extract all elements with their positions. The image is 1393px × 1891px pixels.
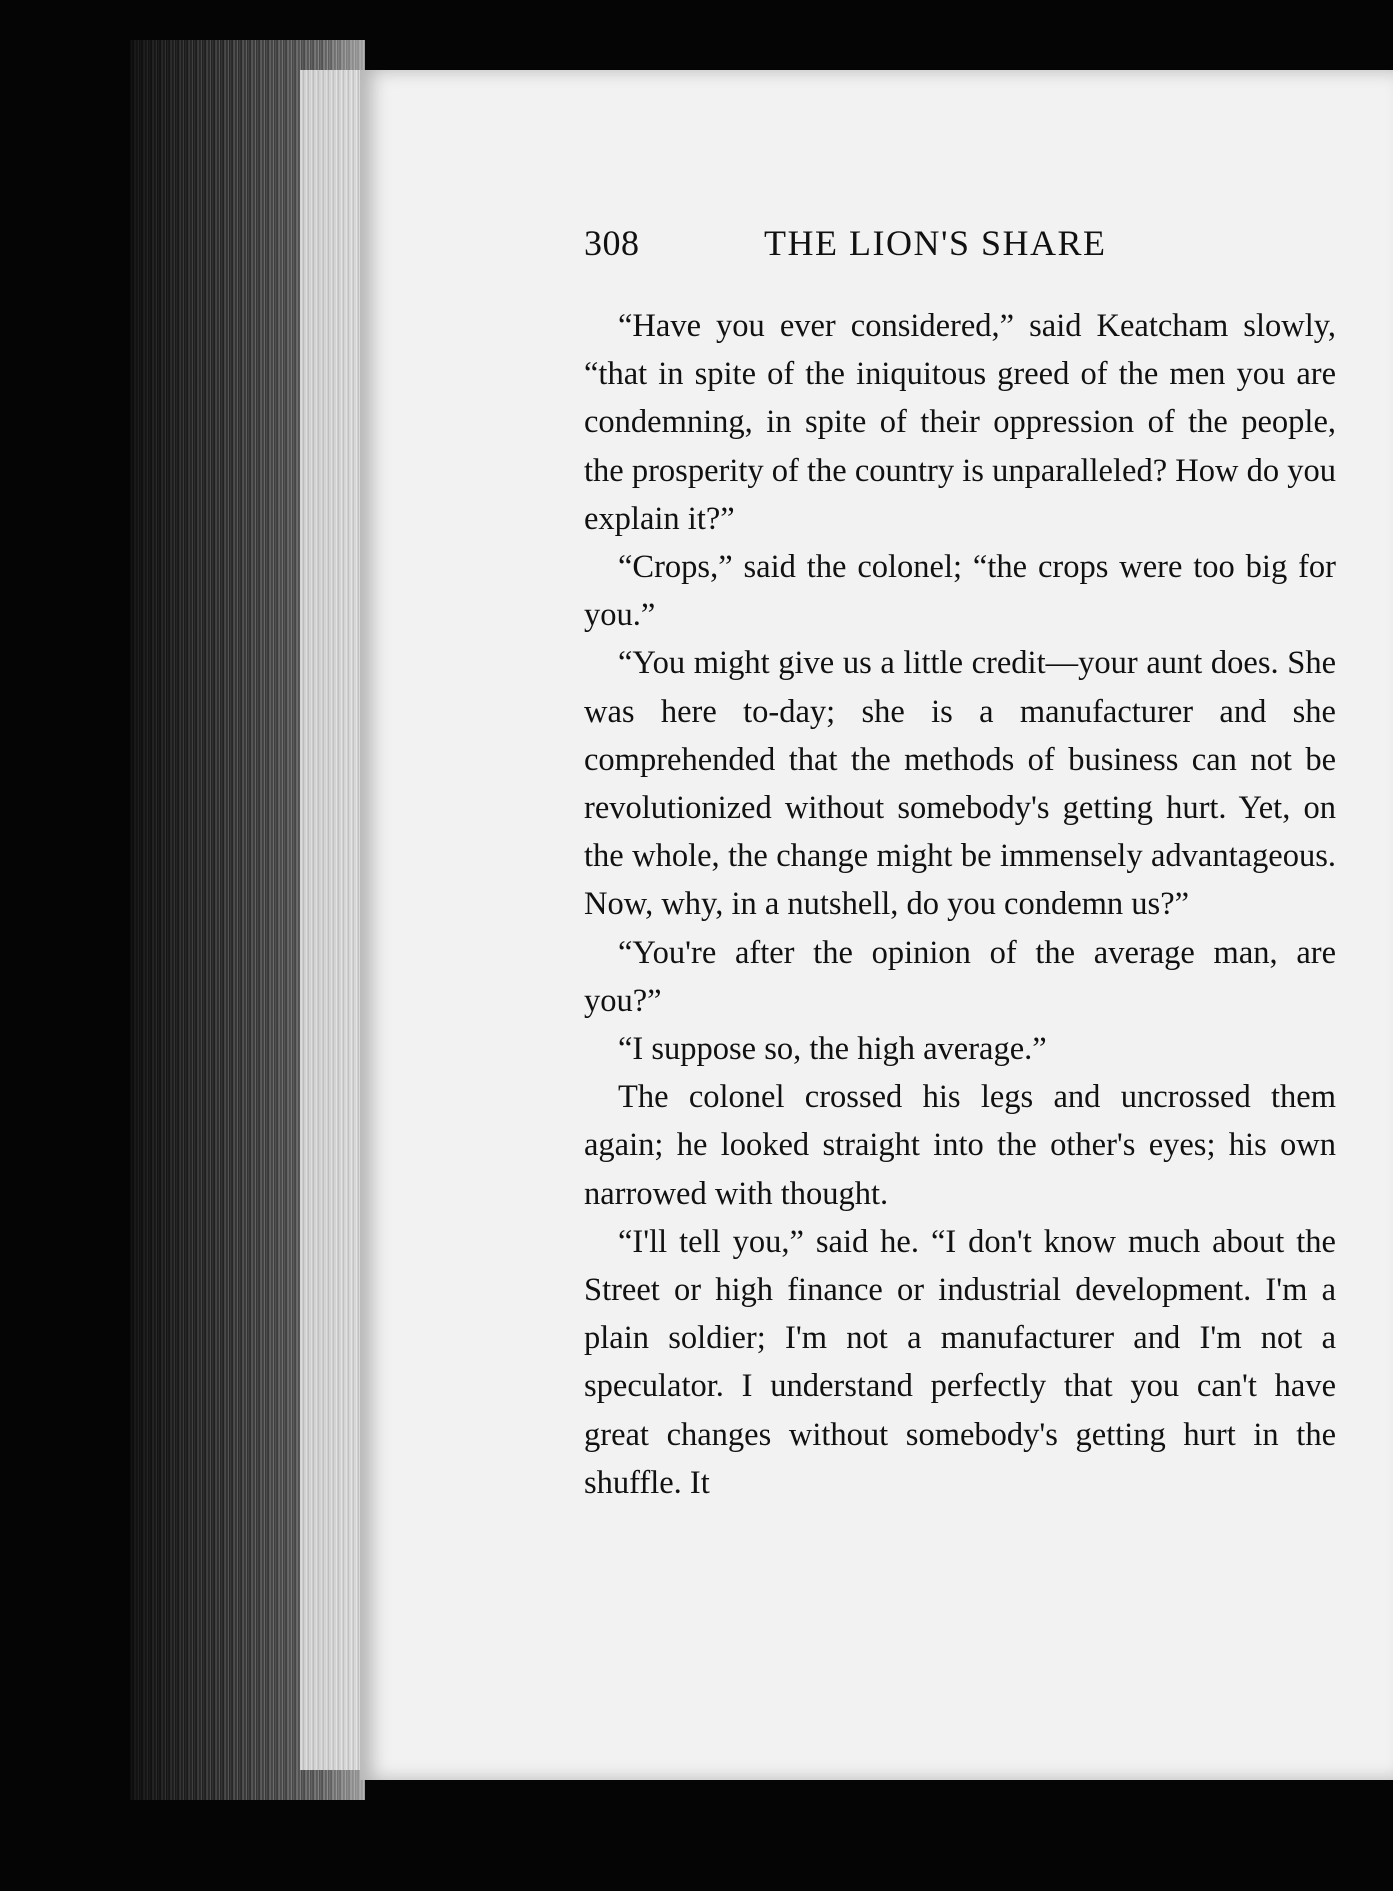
- book-title: THE LION'S SHARE: [764, 223, 1107, 263]
- book-page: [360, 70, 1393, 1780]
- paragraph: The colonel crossed his legs and uncrossed them again; he looked straight into the other's eyes; his own narrowed with thought.: [584, 1079, 1336, 1212]
- paragraph: “Have you ever considered,” said Keatcham slowly, “that in spite of the iniquitous greed of the men you are condemning, in spite of their oppression of the people, the prosperity of the country is unparalleled? How do you explain it?”: [584, 308, 1336, 537]
- paragraph: “Crops,” said the colonel; “the crops were too big for you.”: [584, 549, 1336, 634]
- paragraph: “You might give us a little credit—your aunt does. She was here to-day; she is a manufacturer and she comprehended that the methods of business can not be revolutionized without somebody's getting hurt. Yet, on the whole, the change might be immensely advantageous. Now, why, in a nutshell, do you condemn us?”: [584, 645, 1336, 923]
- paragraph: “I suppose so, the high average.”: [618, 1031, 1047, 1068]
- paragraph: “I'll tell you,” said he. “I don't know much about the Street or high finance or industrial development. I'm a plain soldier; I'm not a manufacturer and I'm not a speculator. I understand perfectly that you can't have great changes without somebody's getting hurt in the shuffle. It: [584, 1223, 1336, 1501]
- paragraph: “You're after the opinion of the average man, are you?”: [584, 934, 1336, 1019]
- running-head: [584, 222, 1344, 272]
- body-text: [584, 302, 1336, 1507]
- page-edge-highlight: [300, 70, 365, 1770]
- page-number: 308: [584, 223, 640, 263]
